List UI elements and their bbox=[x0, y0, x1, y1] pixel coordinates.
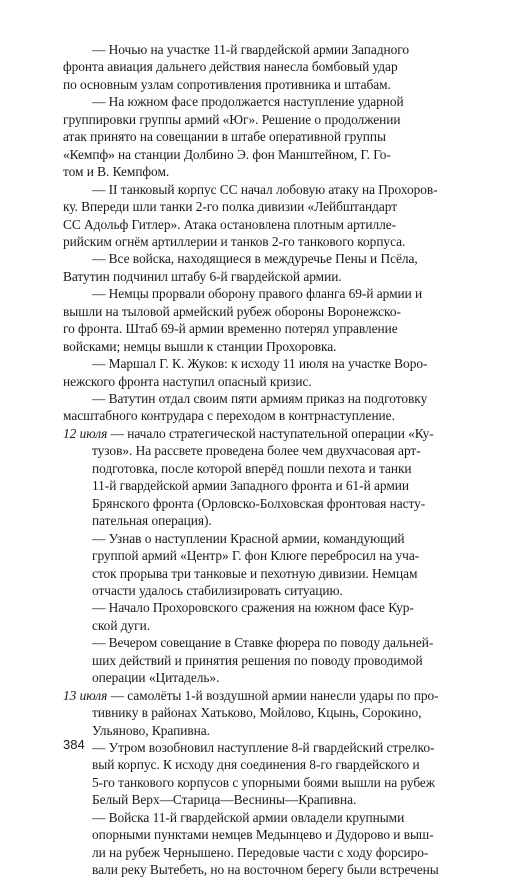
text-line bbox=[63, 146, 391, 163]
text-line bbox=[63, 198, 397, 215]
line-text: «Кемпф» на станции Долбино Э. фон Манштейном, Г. Го- bbox=[63, 146, 391, 162]
text-line bbox=[63, 268, 342, 285]
line-text: СС Адольф Гитлер». Атака остановлена плотным артилле- bbox=[63, 216, 397, 232]
line-text: нежского фронта наступил опасный кризис. bbox=[63, 373, 312, 389]
text-line bbox=[63, 58, 398, 75]
text-line bbox=[92, 565, 417, 582]
line-text: — Начало Прохоровского сражения на южном фасе Кур- bbox=[92, 600, 414, 616]
text-line bbox=[63, 128, 386, 145]
line-text: по основным узлам сопротивления противника и штабам. bbox=[63, 76, 391, 92]
line-text: атак принято на совещании в штабе оперативной группы bbox=[63, 129, 386, 145]
page-number: 384 bbox=[63, 737, 85, 752]
date-label: 12 июля bbox=[63, 425, 108, 441]
line-text: — Войска 11-й гвардейской армии овладели крупными bbox=[92, 809, 405, 825]
text-line bbox=[63, 373, 312, 390]
line-text: — II танковый корпус СС начал лобовую атаку на Прохоров- bbox=[92, 181, 438, 197]
line-text: тузов». На рассвете проведена более чем двухчасовая арт- bbox=[92, 443, 421, 459]
line-text: масштабного контрудара с переходом в контрнаступление. bbox=[63, 408, 395, 424]
text-line bbox=[92, 285, 422, 302]
text-line bbox=[92, 652, 423, 669]
line-text: тивнику в районах Хатьково, Мойлово, Кцынь, Сорокино, bbox=[92, 705, 422, 721]
line-text: — Ватутин отдал своим пяти армиям приказ на подготовку bbox=[92, 391, 428, 406]
line-text: ку. Впереди шли танки 2-го полка дивизии «Лейбштандарт bbox=[63, 199, 398, 215]
text-line bbox=[92, 826, 434, 843]
line-text: — начало стратегической наступательной операции «Ку- bbox=[107, 425, 434, 441]
line-text: опорными пунктами немцев Медынцево и Дудорово и выш- bbox=[92, 827, 434, 843]
line-text: го фронта. Штаб 69-й армии временно потерял управление bbox=[63, 321, 398, 337]
text-line bbox=[63, 303, 401, 320]
line-text: операции «Цитадель». bbox=[92, 670, 220, 686]
line-text: 11-й гвардейской армии Западного фронта и 61-й армии bbox=[92, 478, 409, 494]
text-line bbox=[92, 93, 404, 110]
text-line bbox=[92, 512, 212, 529]
line-text: — самолёты 1-й воздушной армии нанесли удары по про- bbox=[107, 687, 439, 703]
line-text: — Узнав о наступлении Красной армии, командующий bbox=[92, 530, 405, 546]
date-label: 13 июля bbox=[63, 687, 108, 703]
line-text: отчасти удалось стабилизировать ситуацию. bbox=[92, 582, 343, 598]
line-text: фронта авиация дальнего действия нанесла бомбовый удар bbox=[63, 59, 398, 75]
line-text: ской дуги. bbox=[92, 617, 150, 633]
text-line bbox=[92, 41, 409, 58]
text-line bbox=[63, 233, 405, 250]
text-line bbox=[92, 722, 210, 739]
line-text: войсками; немцы вышли к станции Прохоровка. bbox=[63, 338, 337, 354]
line-text: — Ночью на участке 11-й гвардейской армии Западного bbox=[92, 42, 410, 57]
line-text: — Вечером совещание в Ставке фюрера по поводу дальней- bbox=[92, 635, 434, 651]
line-text: — Утром возобновил наступление 8-й гвардейский стрелко- bbox=[92, 740, 435, 755]
text-line bbox=[92, 617, 150, 634]
text-line bbox=[92, 739, 434, 756]
text-line bbox=[92, 844, 428, 861]
text-line bbox=[63, 320, 398, 337]
text-line bbox=[92, 861, 439, 878]
line-text: пательная операция). bbox=[92, 513, 212, 529]
line-text: рийским огнём артиллерии и танков 2-го танкового корпуса. bbox=[63, 233, 406, 249]
line-text: Ульяново, Крапивна. bbox=[92, 722, 210, 738]
text-line bbox=[92, 599, 414, 616]
line-text: группировки группы армий «Юг». Решение о продолжении bbox=[63, 111, 401, 127]
line-text: вый корпус. К исходу дня соединения 8-го гвардейского и bbox=[92, 757, 420, 773]
line-text: — Маршал Г. К. Жуков: к исходу 11 июля на участке Воро- bbox=[92, 356, 428, 372]
line-text: — Немцы прорвали оборону правого фланга 69-й армии и bbox=[92, 286, 423, 302]
line-text: — На южном фасе продолжается наступление ударной bbox=[92, 94, 404, 110]
text-line bbox=[92, 442, 421, 459]
text-line bbox=[92, 495, 425, 512]
line-text: том и В. Кемпфом. bbox=[63, 164, 170, 180]
line-text: группой армий «Центр» Г. фон Клюге перебросил на уча- bbox=[92, 548, 420, 564]
text-line bbox=[63, 76, 391, 93]
text-line bbox=[92, 355, 427, 372]
line-text: Ватутин подчинил штабу 6-й гвардейской армии. bbox=[63, 268, 342, 284]
line-text: сток прорыва три танковые и пехотную дивизии. Немцам bbox=[92, 565, 418, 581]
text-line bbox=[63, 216, 396, 233]
text-line bbox=[92, 809, 404, 826]
line-text: — Все войска, находящиеся в междуречье Пены и Псёла, bbox=[92, 251, 418, 267]
text-line bbox=[92, 181, 438, 198]
text-line bbox=[92, 756, 420, 773]
text-line bbox=[63, 338, 336, 355]
line-text: подготовка, после которой вперёд пошли пехота и танки bbox=[92, 460, 412, 476]
text-line bbox=[92, 704, 421, 721]
text-line bbox=[92, 390, 427, 407]
text-line bbox=[92, 547, 419, 564]
text-line bbox=[92, 669, 219, 686]
line-text: ших действий и принятия решения по поводу проводимой bbox=[92, 652, 423, 668]
text-line bbox=[92, 250, 418, 267]
text-line bbox=[63, 687, 439, 704]
line-text: ли на рубеж Чернышено. Передовые части с ходу форсиро- bbox=[92, 844, 429, 860]
text-line bbox=[63, 425, 434, 442]
text-line bbox=[63, 163, 169, 180]
text-line bbox=[92, 582, 343, 599]
text-line bbox=[92, 530, 405, 547]
line-text: вали реку Вытебеть, но на восточном берегу были встречены bbox=[92, 862, 439, 878]
line-text: Белый Верх—Старица—Веснины—Крапивна. bbox=[92, 792, 357, 808]
text-line bbox=[63, 111, 401, 128]
text-line bbox=[92, 774, 435, 791]
line-text: Брянского фронта (Орловско-Болховская фронтовая насту- bbox=[92, 495, 426, 511]
text-line bbox=[63, 407, 395, 424]
text-line bbox=[92, 477, 409, 494]
line-text: 5-го танкового корпусов с упорными боями вышли на рубеж bbox=[92, 774, 436, 790]
line-text: вышли на тыловой армейский рубеж обороны Воронежско- bbox=[63, 303, 401, 319]
text-line bbox=[92, 634, 433, 651]
text-line bbox=[92, 460, 412, 477]
